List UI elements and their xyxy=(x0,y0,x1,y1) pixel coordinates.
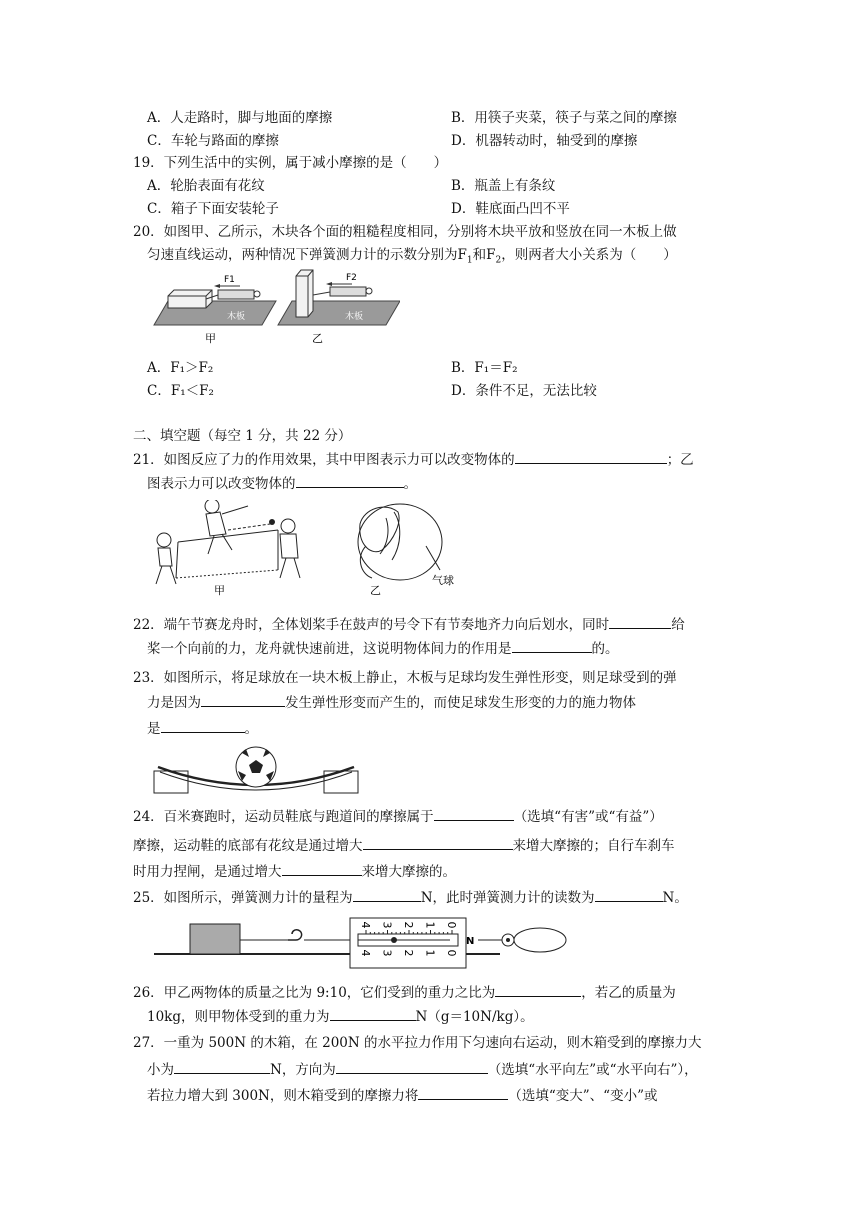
q25-blank-1 xyxy=(353,887,421,902)
q22-blank-1 xyxy=(609,614,671,629)
q18-option-b: B．用筷子夹菜，筷子与菜之间的摩擦 xyxy=(451,110,677,126)
q24-line1: 24．百米赛跑时，运动员鞋底与跑道间的摩擦属于 （选填“有害”或“有益”） xyxy=(133,805,663,825)
scale-label: 4 xyxy=(359,949,372,957)
q20-option-a: A．F₁＞F₂ xyxy=(147,360,214,376)
q26-line1: 26．甲乙两物体的质量之比为 9:10，它们受到的重力之比为 ，若乙的质量为 xyxy=(133,981,676,1001)
q20-option-c: C．F₁＜F₂ xyxy=(147,383,214,399)
scale-label: 2 xyxy=(402,949,415,957)
q21-blank-2 xyxy=(296,473,404,488)
q19-stem: 19．下列生活中的实例，属于减小摩擦的是（ ） xyxy=(133,155,448,171)
q22-line1: 22．端午节赛龙舟时，全体划桨手在鼓声的号令下有节奏地齐力向后划水，同时 给 xyxy=(133,613,685,633)
section-heading: 二、填空题（每空 1 分，共 22 分） xyxy=(133,428,352,444)
q24-line3: 时用力捏闸，是通过增大 来增大摩擦的。 xyxy=(133,860,456,880)
q26-blank-1 xyxy=(495,982,581,997)
scale-label: 4 xyxy=(359,921,372,929)
q25-blank-2 xyxy=(595,887,663,902)
scale-label: 0 xyxy=(445,949,458,957)
fig-label-jia: 甲 xyxy=(205,332,216,345)
board-label-jia: 木板 xyxy=(227,312,246,322)
q24-line2: 摩擦，运动鞋的底部有花纹是通过增大 来增大摩擦的；自行车刹车 xyxy=(133,834,675,854)
q18-option-a: A．人走路时，脚与地面的摩擦 xyxy=(147,110,333,126)
scale-unit-label: N xyxy=(466,936,475,947)
q24-blank-3 xyxy=(282,861,362,876)
q21-figure xyxy=(150,500,480,600)
q19-option-c: C．箱子下面安装轮子 xyxy=(147,201,279,217)
q23-blank-2 xyxy=(161,718,245,733)
q23-line2: 力是因为 发生弹性形变而产生的，而使足球发生形变的力的施力物体 xyxy=(147,691,636,711)
q20-option-b: B．F₁＝F₂ xyxy=(451,360,518,376)
q18-option-c: C．车轮与路面的摩擦 xyxy=(147,133,279,149)
scale-label: 3 xyxy=(380,949,394,957)
scale-label: 0 xyxy=(445,921,458,929)
scale-label: 1 xyxy=(423,949,437,957)
q20-line2: 匀速直线运动，两种情况下弹簧测力计的示数分别为$F_1$和$F_2$，则两者大小关系为（ ） xyxy=(147,247,677,266)
q19-option-a: A．轮胎表面有花纹 xyxy=(147,178,265,194)
q21-line2: 图表示力可以改变物体的 。 xyxy=(147,472,417,492)
q27-line1: 27．一重为 500N 的木箱，在 200N 的水平拉力作用下匀速向右运动，则木箱受到的摩擦力大 xyxy=(133,1035,702,1051)
q27-line2: 小为 N，方向为 （选填“水平向左”或“水平向右”）， xyxy=(147,1058,698,1078)
fig-label-yi-21: 乙 xyxy=(370,584,381,597)
q27-blank-3 xyxy=(418,1085,508,1100)
q19-option-b: B．瓶盖上有条纹 xyxy=(451,178,556,194)
q27-line3: 若拉力增大到 300N，则木箱受到的摩擦力将 （选填“变大”、“变小”或 xyxy=(147,1084,657,1104)
q26-line2: 10kg，则甲物体受到的重力为 N（g＝10N/kg）。 xyxy=(147,1005,534,1025)
q18-option-d: D．机器转动时，轴受到的摩擦 xyxy=(451,133,638,149)
q25-line1: 25．如图所示，弹簧测力计的量程为 N，此时弹簧测力计的读数为 N。 xyxy=(133,886,688,906)
q19-option-d: D．鞋底面凸凹不平 xyxy=(451,201,570,217)
balloon-label: 气球 xyxy=(432,574,454,587)
q22-line2: 桨一个向前的力，龙舟就快速前进，这说明物体间力的作用是 的。 xyxy=(147,637,619,657)
q24-blank-1 xyxy=(434,806,514,821)
q23-blank-1 xyxy=(201,692,285,707)
q20-option-d: D．条件不足，无法比较 xyxy=(451,383,597,399)
q23-line3: 是 。 xyxy=(147,717,258,737)
q25-figure xyxy=(150,912,580,974)
f2-label: F2 xyxy=(346,273,357,283)
board-label-yi: 木板 xyxy=(345,312,364,322)
scale-label: 3 xyxy=(380,921,394,929)
q20-line1: 20．如图甲、乙所示，木块各个面的粗糙程度相同，分别将木块平放和竖放在同一木板上做 xyxy=(133,224,677,240)
q20-figure xyxy=(150,268,400,348)
fig-label-yi: 乙 xyxy=(312,332,323,345)
q27-blank-2 xyxy=(336,1059,488,1074)
q23-figure xyxy=(150,745,370,795)
q23-line1: 23．如图所示，将足球放在一块木板上静止，木板与足球均发生弹性形变，则足球受到的弹 xyxy=(133,670,677,686)
fig-label-jia-21: 甲 xyxy=(214,584,225,597)
q22-blank-2 xyxy=(512,638,592,653)
q27-blank-1 xyxy=(174,1059,270,1074)
scale-label: 1 xyxy=(423,921,437,929)
q21-line1: 21．如图反应了力的作用效果，其中甲图表示力可以改变物体的 ；乙 xyxy=(133,448,694,468)
q26-blank-2 xyxy=(330,1006,416,1021)
q24-blank-2 xyxy=(363,835,513,850)
f1-label: F1 xyxy=(224,275,235,285)
q21-blank-1 xyxy=(515,449,667,464)
scale-label: 2 xyxy=(402,921,415,929)
